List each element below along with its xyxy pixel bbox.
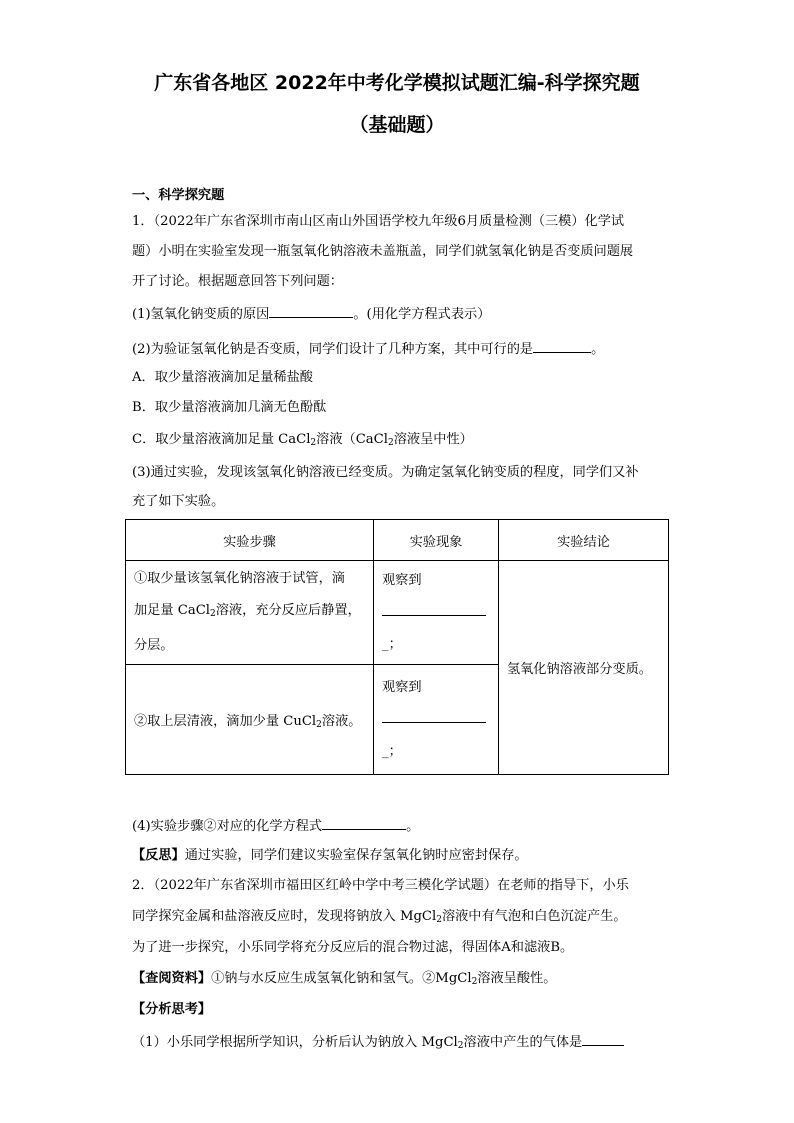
subscript: 2	[210, 609, 216, 619]
q2-sub1-a: （1）小乐同学根据所学知识，分析后认为钠放入 MgCl	[132, 1035, 458, 1050]
experiment-table	[125, 519, 669, 775]
row1-step-line2	[134, 595, 365, 630]
q1-line3: 开了讨论。根据题意回答下列问题：	[132, 274, 343, 289]
answer-blank[interactable]	[322, 815, 406, 830]
row1-phenomenon	[373, 561, 498, 665]
q1-sub1-text: (1)氢氧化钠变质的原因	[132, 307, 270, 322]
header-step: 实验步骤	[126, 520, 374, 561]
row1-step-line2b: 溶液，充分反应后静置，	[215, 603, 361, 618]
answer-blank[interactable]	[582, 1031, 624, 1046]
row1-step-line3: 分层。	[134, 638, 174, 653]
table-row	[126, 561, 669, 665]
q1-line2: 题）小明在实验室发现一瓶氢氧化钠溶液未盖瓶盖，同学们就氢氧化钠是否变质问题展	[132, 244, 634, 259]
answer-blank[interactable]	[533, 338, 591, 353]
row2-step-b: 溶液。	[321, 713, 362, 729]
answer-blank[interactable]	[269, 303, 353, 318]
observe-end: _；	[381, 636, 402, 652]
q1-sub3-line1: (3)通过实验，发现该氢氧化钠溶液已经变质。为确定氢氧化钠变质的程度，同学们又补	[132, 465, 639, 480]
subscript: 2	[457, 1041, 464, 1051]
row1-step-line2a: 加足量 CaCl	[134, 603, 211, 618]
q1-sub4	[132, 815, 419, 837]
q1-option-c	[132, 430, 473, 453]
answer-blank[interactable]	[382, 599, 486, 616]
q1-sub2-text: (2)为验证氢氧化钠是否变质，同学们设计了几种方案，其中可行的是	[132, 342, 534, 357]
q1-reflection	[132, 846, 528, 866]
q1-option-c-c: 溶液呈中性）	[393, 432, 473, 447]
subscript: 2	[436, 915, 442, 925]
q1-sub1	[132, 303, 490, 325]
row1-step-line1: ①取少量该氢氧化钠溶液于试管，滴	[134, 571, 345, 586]
observe-end: _；	[381, 743, 402, 759]
q1-option-c-a: C．取少量溶液滴加足量 CaCl	[132, 432, 311, 447]
q2-line2-b: 溶液中有气泡和白色沉淀产生。	[441, 909, 627, 924]
conclusion-cell: 氢氧化钠溶液部分变质。	[498, 561, 668, 775]
row1-step	[126, 561, 374, 665]
table-header-row	[126, 520, 669, 561]
q1-sub1-note: 。(用化学方程式表示）	[353, 307, 491, 322]
q2-line2	[132, 907, 627, 930]
answer-blank[interactable]	[382, 706, 486, 723]
reference-label: 【查阅资料】	[132, 971, 212, 986]
q1-sub4-text: (4)实验步骤②对应的化学方程式	[132, 819, 323, 834]
q2-sub1-b: 溶液中产生的气体是	[463, 1035, 583, 1050]
q1-option-a: A．取少量溶液滴加足量稀盐酸	[132, 370, 313, 385]
q1-line1: 1．（2022年广东省深圳市南山区南山外国语学校九年级6月质量检测（三模）化学试	[132, 214, 625, 229]
document-title: 广东省各地区 2022年中考化学模拟试题汇编-科学探究题	[154, 72, 640, 94]
subscript: 2	[387, 438, 394, 448]
subscript: 2	[310, 438, 317, 448]
reflection-label: 【反思】	[132, 848, 185, 863]
q1-sub4-end: 。	[406, 819, 420, 834]
q2-sub1	[132, 1031, 624, 1056]
q2-reference	[132, 969, 556, 992]
header-phenomenon: 实验现象	[373, 520, 498, 561]
q1-option-b: B．取少量溶液滴加几滴无色酚酞	[132, 400, 327, 415]
reference-text-b: 溶液呈酸性。	[477, 971, 557, 986]
header-conclusion: 实验结论	[498, 520, 668, 561]
q2-line2-a: 同学探究金属和盐溶液反应时，发现将钠放入 MgCl	[132, 909, 437, 924]
q1-sub2-end: 。	[591, 342, 605, 357]
subscript: 2	[471, 977, 478, 987]
document-subtitle: （基础题）	[349, 114, 445, 136]
section-heading: 一、科学探究题	[132, 188, 225, 203]
q1-sub3-line2: 充了如下实验。	[132, 494, 225, 509]
observe-label: 观察到	[381, 572, 422, 588]
subscript: 2	[316, 719, 322, 730]
reference-text-a: ①钠与水反应生成氢氧化钠和氢气。②MgCl	[211, 971, 472, 986]
row2-step-a: ②取上层清液，滴加少量 CuCl	[134, 713, 317, 729]
analysis-label: 【分析思考】	[132, 1002, 212, 1017]
row2-step	[126, 665, 374, 775]
observe-label: 观察到	[381, 679, 422, 695]
q2-line3: 为了进一步探究，小乐同学将充分反应后的混合物过滤，得固体A和滤液B。	[132, 940, 574, 955]
q1-sub2	[132, 338, 604, 360]
q2-line1: 2．（2022年广东省深圳市福田区红岭中学中考三模化学试题）在老师的指导下，小乐	[132, 878, 629, 893]
q1-option-c-b: 溶液（CaCl	[316, 432, 388, 447]
row2-phenomenon	[373, 665, 498, 775]
reflection-text: 通过实验，同学们建议实验室保存氢氧化钠时应密封保存。	[184, 848, 528, 863]
